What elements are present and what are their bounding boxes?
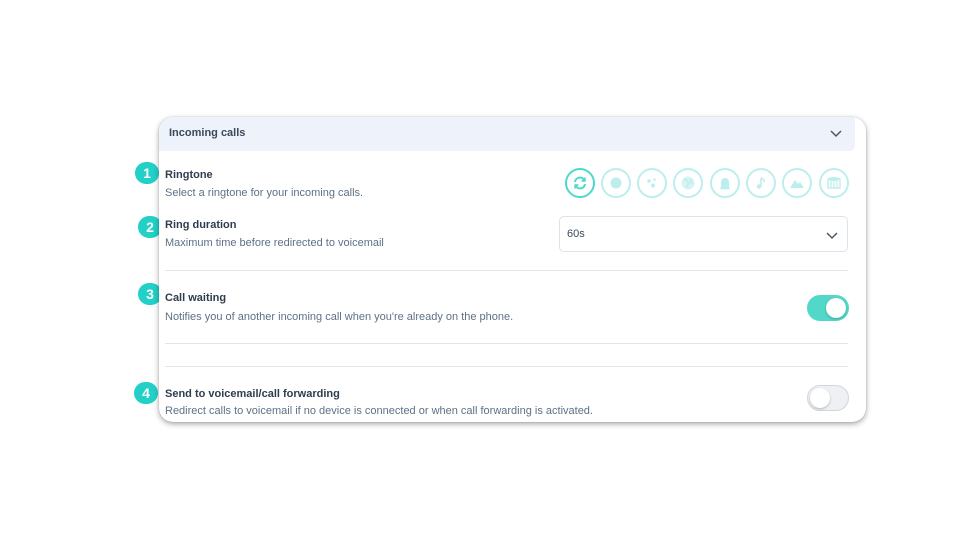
toggle-knob — [810, 388, 830, 408]
ringtone-option-1[interactable] — [565, 168, 595, 198]
ring-duration-value: 60s — [567, 228, 585, 240]
ringtone-option-6[interactable] — [746, 168, 776, 198]
ringtone-option-8[interactable] — [819, 168, 849, 198]
bell-ringtone-icon — [716, 174, 734, 192]
voicemail-forwarding-description: Redirect calls to voicemail if no device is connected or when call forwarding is activated. — [165, 405, 593, 417]
music-note-ringtone-icon — [752, 174, 770, 192]
ring-duration-description: Maximum time before redirected to voicemail — [165, 237, 384, 249]
section-header[interactable] — [159, 117, 855, 151]
call-waiting-description: Notifies you of another incoming call when you're already on the phone. — [165, 311, 514, 323]
divider — [165, 270, 848, 271]
step-marker-1: 1 — [135, 162, 159, 184]
voicemail-forwarding-toggle[interactable] — [807, 385, 849, 411]
divider — [165, 343, 848, 344]
ringtone-description: Select a ringtone for your incoming calls. — [165, 187, 364, 199]
ring-duration-label: Ring duration — [165, 219, 237, 231]
step-marker-3: 3 — [138, 283, 162, 305]
sparkle-ringtone-icon — [643, 174, 661, 192]
voicemail-forwarding-label: Send to voicemail/call forwarding — [165, 388, 340, 400]
refresh-ringtone-icon — [571, 174, 589, 192]
ringtone-options — [564, 168, 849, 198]
globe-ringtone-icon — [679, 174, 697, 192]
call-waiting-label: Call waiting — [165, 292, 227, 304]
dot-ringtone-icon — [607, 174, 625, 192]
section-title: Incoming calls — [169, 127, 246, 139]
ringtone-option-3[interactable] — [637, 168, 667, 198]
ringtone-option-4[interactable] — [673, 168, 703, 198]
chevron-down-icon — [825, 230, 839, 240]
ring-duration-select[interactable] — [559, 216, 848, 252]
ringtone-option-5[interactable] — [710, 168, 740, 198]
ringtone-option-7[interactable] — [782, 168, 812, 198]
mountain-ringtone-icon — [788, 174, 806, 192]
incoming-calls-card — [159, 117, 866, 422]
ringtone-option-2[interactable] — [601, 168, 631, 198]
step-marker-4: 4 — [134, 382, 158, 404]
call-waiting-toggle[interactable] — [807, 295, 849, 321]
chevron-down-icon[interactable] — [829, 128, 843, 138]
toggle-knob — [826, 298, 846, 318]
step-marker-2: 2 — [138, 216, 162, 238]
ringtone-label: Ringtone — [165, 169, 213, 181]
drum-ringtone-icon — [825, 174, 843, 192]
divider — [165, 366, 848, 367]
